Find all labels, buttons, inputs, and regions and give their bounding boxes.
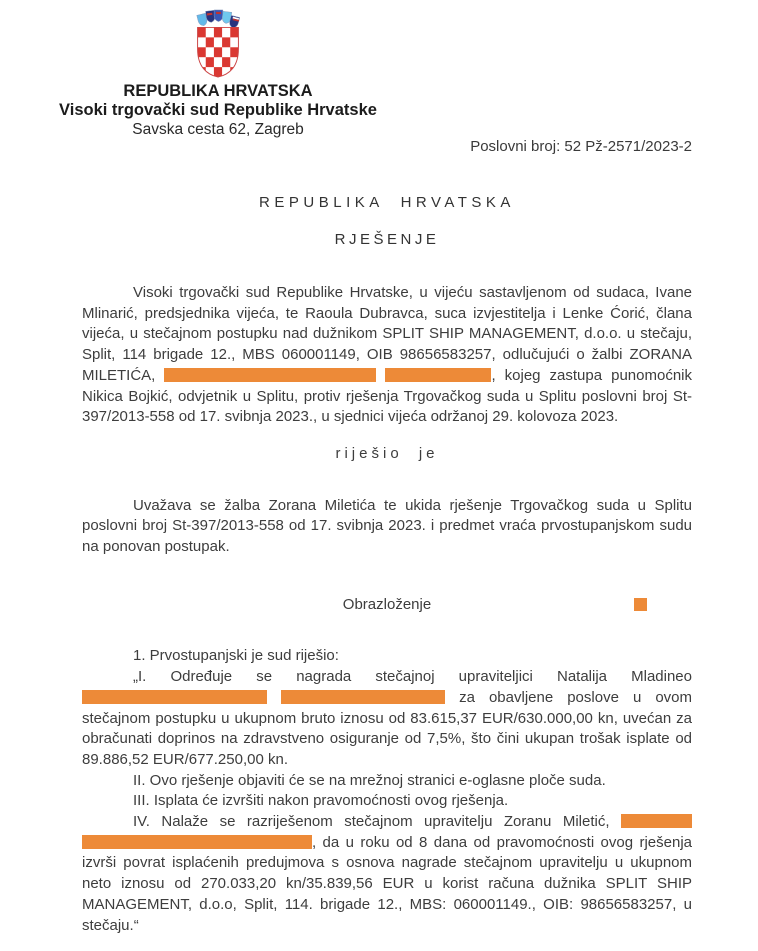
reasoning-paragraph: „I. Određuje se nagrada stečajnoj upraviteljici Natalija Mladineo za obavljene poslove u ovom stečajnom postupku u ukupnom bruto iznosu od 83.615,37 EUR/630.000,00 kn, uvećan za obračunati doprinos na zdravstveno osiguranje od 7,5%, što čini ukupan trošak isplate od 89.886,52 EUR/677.250,00 kn. xyxy=(82,668,693,768)
reasoning-paragraph: 1. Prvostupanjski je sud riješio: xyxy=(133,647,339,665)
redaction-bar xyxy=(385,368,491,382)
redaction-bar xyxy=(281,690,445,704)
ruling-heading: riješio je xyxy=(335,444,439,462)
header-address: Savska cesta 62, Zagreb xyxy=(132,121,304,138)
reasoning-items xyxy=(82,646,692,936)
reasoning-paragraph: III. Isplata će izvršiti nakon pravomoćnosti ovog rješenja. xyxy=(133,792,509,810)
redaction-bar xyxy=(164,368,376,382)
court-header xyxy=(0,8,436,139)
header-court-name: Visoki trgovački sud Republike Hrvatske xyxy=(59,101,377,119)
redaction-bar xyxy=(621,814,692,828)
redaction-square xyxy=(634,598,647,611)
reasoning-heading-row xyxy=(82,595,692,616)
reasoning-heading: Obrazloženje xyxy=(342,595,432,613)
header-institution: REPUBLIKA HRVATSKA xyxy=(123,82,313,100)
intro-paragraph: Visoki trgovački sud Republike Hrvatske, u vijeću sastavljenom od sudaca, Ivane Mlinarić, predsjednika vijeća, te Raoula Dubravca, suca izvjestitelja i Lenke Ćorić, člana vijeća, u stečajnom postupku nad dužnikom SPLIT SHIP MANAGEMENT, d.o.o. u stečaju, Split, 114 brigade 12., MBS 060001149, OIB 98656583257, odlučujući o žalbi ZORANA MILETIĆA, , kojeg zastupa punomoćnik Nikica Bojkić, odvjetnik u Splitu, protiv rješenja Trgovačkog suda u Splitu poslovni broj St-397/2013-558 od 17. svibnja 2023., u sjednici vijeća održanoj 29. kolovoza 2023. xyxy=(82,284,693,426)
title-document-type: RJEŠENJE xyxy=(334,231,440,248)
title-republic: REPUBLIKA HRVATSKA xyxy=(259,194,515,211)
decision-paragraph: Uvažava se žalba Zorana Miletića te ukida rješenje Trgovačkog suda u Splitu poslovni broj St-397/2013-558 od 17. svibnja 2023. i predmet vraća prvostupanjskom sudu na ponovan postupak. xyxy=(82,496,692,556)
document-body xyxy=(82,283,692,936)
croatian-coat-of-arms-icon xyxy=(194,8,242,78)
redaction-bar xyxy=(82,835,312,849)
reasoning-paragraph: IV. Nalaže se razriješenom stečajnom upravitelju Zoranu Miletić, , da u roku od 8 dana od pravomoćnosti ovog rješenja izvrši povrat isplaćenih predujmova s osnova nagrade stečajnom upravitelju u ukupnom neto iznosu od 270.033,20 kn/35.839,56 EUR u korist računa dužnika SPLIT SHIP MANAGEMENT, d.o.o, Split, 114. brigade 12., MBS: 060001149., OIB: 98656583257, u stečaju.“ xyxy=(82,813,692,934)
redaction-bar xyxy=(82,690,267,704)
reasoning-paragraph: II. Ovo rješenje objaviti će se na mrežnoj stranici e-oglasne ploče suda. xyxy=(133,771,606,789)
case-number: Poslovni broj: 52 Pž-2571/2023-2 xyxy=(470,138,692,155)
